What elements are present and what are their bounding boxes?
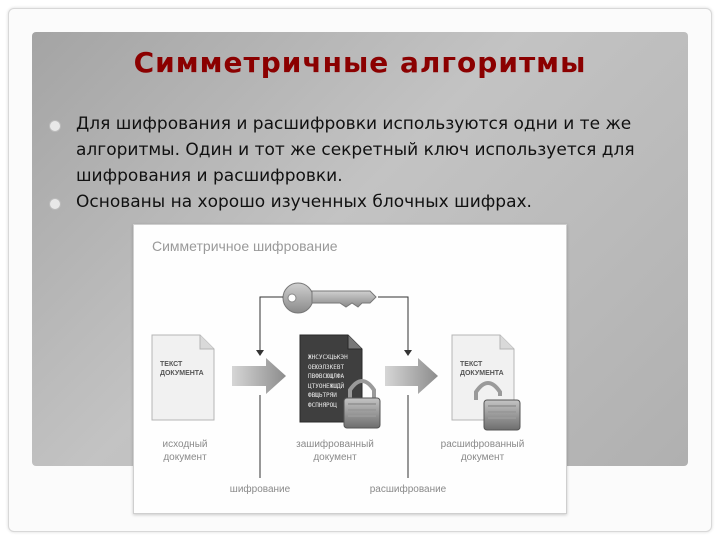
encrypted-document-text: ЖНСУСХЦЬКЭН ОЕЮЭЛЗКЕВТ ПВФВСЮЩЛФА ЦТУОНЕЖШДЙ ФВЩЬТРЯИ ФСПНЯРОЦ (308, 354, 348, 409)
source-document-caption: исходный документ (162, 439, 208, 463)
source-document-text: ТЕКСТ ДОКУМЕНТА (160, 361, 204, 377)
diagram-title: Симметричное шифрование (152, 238, 338, 254)
arrowhead-icon (256, 350, 264, 356)
decryption-caption: расшифрование (369, 484, 447, 495)
bullet-item: Для шифрования и расшифровки используются одни и те же алгоритмы. Один и тот же секретный ключ используется для шифрования и расшифровки. (46, 111, 696, 189)
slide-title: Симметричные алгоритмы (133, 46, 587, 79)
bullet-item: Основаны на хорошо изученных блочных шифрах. (46, 189, 696, 215)
decryption-arrow-icon (385, 358, 438, 394)
key-icon (283, 283, 376, 313)
encryption-caption: шифрование (229, 484, 291, 495)
encryption-arrow-icon (232, 358, 286, 394)
arrowhead-icon (404, 350, 412, 356)
encrypted-document-caption: зашифрованный документ (296, 439, 374, 463)
decrypted-document-caption: расшифрованный документ (440, 439, 525, 463)
decrypted-document-text: ТЕКСТ ДОКУМЕНТА (460, 361, 504, 377)
